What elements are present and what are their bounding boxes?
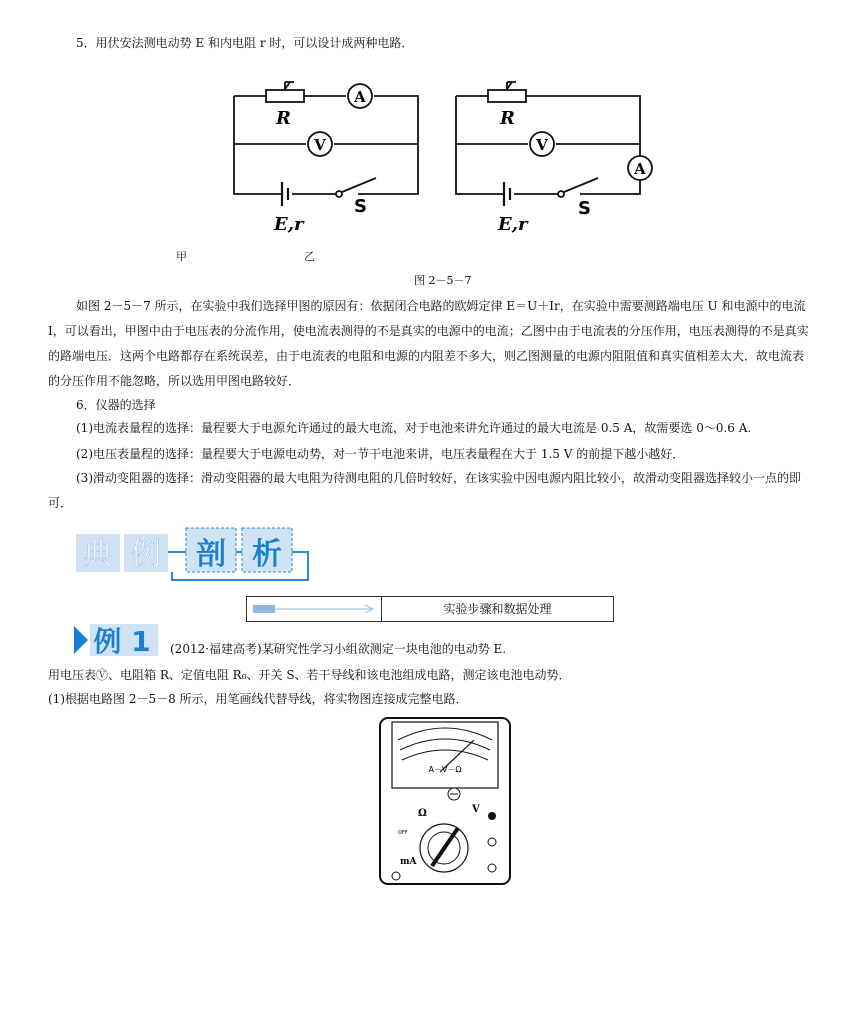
meter-omega-label: Ω [418,808,427,819]
selection-rheostat: (3)滑动变阻器的选择：滑动变阻器的最大电阻为待测电阻的几倍时较好，在该实验中因电源内阻比较小，故滑动变阻器选择较小一点的即可． [48,471,802,510]
rheostat-label: R [276,108,291,129]
voltmeter-label: V [314,136,326,154]
meter-ma-label: mA [400,857,417,867]
label-jia: 甲 [176,250,187,263]
banner-char-2: 例 [131,537,161,572]
banner-char-1: 典 [83,537,113,572]
example-badge-text: 例 1 [93,625,151,658]
arrow-icon [247,597,379,621]
topic-title: 实验步骤和数据处理 [443,602,552,616]
example-intro: (2012·福建高考)某研究性学习小组欲测定一块电池的电动势 E. [170,642,507,656]
meter-v-label: V [472,804,480,815]
circuit-jia [226,74,428,240]
multimeter-figure [378,716,514,886]
voltmeter-label: V [536,136,548,154]
circuit-yi [448,74,658,240]
selection-voltmeter: (2)电压表量程的选择：量程要大于电源电动势，对一节干电池来讲，电压表量程在大于 1.5 V 的前提下越小越好． [76,447,685,461]
figure-caption: 图 2－5－7 [414,274,472,287]
ammeter-label: A [354,88,366,106]
example-badge [74,622,160,658]
banner-char-3: 剖 [196,537,226,572]
section-banner [76,526,312,584]
example-line-3: (1)根据电路图 2－5－8 所示，用笔画线代替导线，将实物图连接成完整电路． [48,692,468,706]
topic-arrow-cell [247,597,382,621]
switch-label: S [354,196,367,217]
paragraph-explanation: 如图 2－5－7 所示，在实验中我们选择甲图的原因有：依据闭合电路的欧姆定律 E＝U＋Ir，在实验中需要测路端电压 U 和电源中的电流 I，可以看出，甲图中由于电压表的分流作用，使电流表测得的不是真实的电源中的电流；乙图中由于电流表的分压作用，电压表测得的不是真实的路端电压．这两个电路都存在系统误差，由于电流表的电阻和电源的内阻差不多大，则乙图测量的电源内阻阻值和真实值相差太大．故电流表的分压作用不能忽略，所以选用甲图电路较好． [48,299,809,388]
banner-char-4: 析 [252,537,282,572]
meter-off-label: OFF [398,830,408,836]
item-5: 5．用伏安法测电动势 E 和内电阻 r 时，可以设计成两种电路． [76,36,414,50]
example-line-2: 用电压表Ⓥ、电阻箱 R、定值电阻 R₀、开关 S、若干导线和该电池组成电路，测定该电池电动势． [48,668,571,682]
source-label: E,r [498,214,528,235]
topic-table [246,596,614,622]
switch-label: S [578,198,591,219]
source-label: E,r [274,214,304,235]
item-6: 6．仪器的选择 [76,398,156,412]
ammeter-label: A [634,160,646,178]
rheostat-label: R [500,108,515,129]
meter-scale-label: A－V－Ω [428,765,462,774]
label-yi: 乙 [304,250,315,263]
selection-ammeter: (1)电流表量程的选择：量程要大于电源允许通过的最大电流，对于电池来讲允许通过的最大电流是 0.5 A，故需要选 0～0.6 A. [76,421,752,435]
